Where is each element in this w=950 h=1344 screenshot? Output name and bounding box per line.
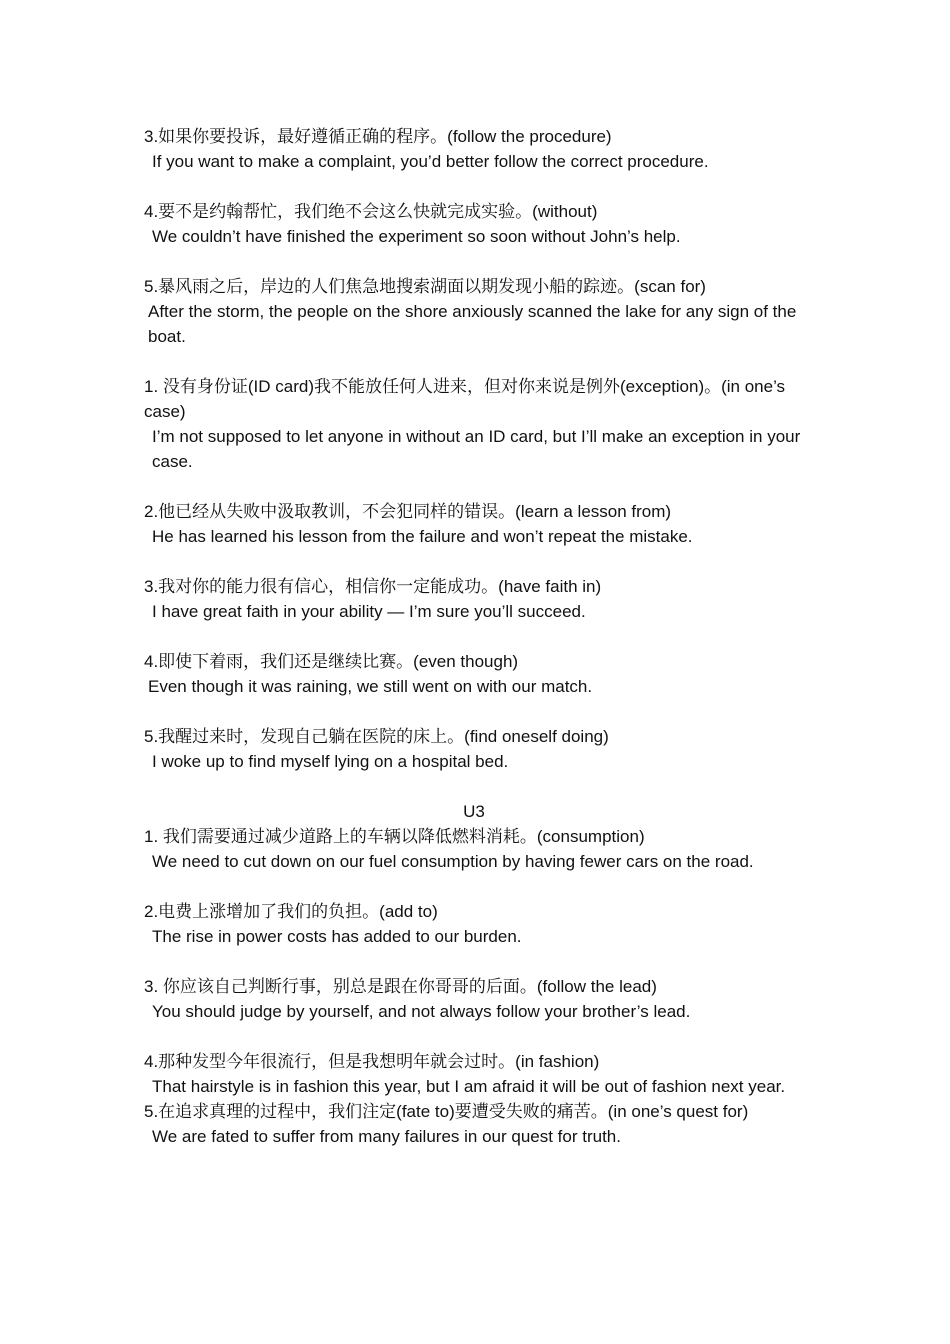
spacer [144, 349, 804, 374]
spacer [144, 249, 804, 274]
answer-text: We need to cut down on our fuel consumption by having fewer cars on the road. [152, 852, 754, 871]
question-text: 1. 没有身份证(ID card)我不能放任何人进来，但对你来说是例外(exception)。(in one’s case) [144, 377, 786, 421]
question-text: 3.如果你要投诉，最好遵循正确的程序。(follow the procedure) [144, 127, 612, 146]
question-text: 3.我对你的能力很有信心，相信你一定能成功。(have faith in) [144, 577, 602, 596]
exercise-item [144, 1049, 804, 1099]
question-text: 5.暴风雨之后，岸边的人们焦急地搜索湖面以期发现小船的踪迹。(scan for) [144, 277, 706, 296]
spacer [144, 774, 804, 799]
question-text: 5.我醒过来时，发现自己躺在医院的床上。(find oneself doing) [144, 727, 609, 746]
question-text: 2.电费上涨增加了我们的负担。(add to) [144, 902, 438, 921]
spacer [144, 699, 804, 724]
spacer [144, 474, 804, 499]
exercise-item [144, 124, 804, 174]
question-text: 5.在追求真理的过程中，我们注定(fate to)要遭受失败的痛苦。(in one’s quest for) [144, 1102, 749, 1121]
exercise-item [144, 899, 804, 949]
spacer [144, 624, 804, 649]
answer-text: We are fated to suffer from many failures in our quest for truth. [152, 1127, 621, 1146]
answer-text: We couldn’t have finished the experiment so soon without John’s help. [152, 227, 681, 246]
exercise-item [144, 574, 804, 624]
answer-text: I have great faith in your ability — I’m sure you’ll succeed. [152, 602, 586, 621]
spacer [144, 549, 804, 574]
question-text: 4.那种发型今年很流行，但是我想明年就会过时。(in fashion) [144, 1052, 600, 1071]
answer-text: Even though it was raining, we still went on with our match. [148, 677, 593, 696]
answer-text: After the storm, the people on the shore anxiously scanned the lake for any sign of the boat. [148, 302, 797, 346]
exercise-item [144, 1099, 804, 1149]
question-text: 3. 你应该自己判断行事，别总是跟在你哥哥的后面。(follow the lead) [144, 977, 657, 996]
answer-text: If you want to make a complaint, you’d better follow the correct procedure. [152, 152, 709, 171]
exercise-item [144, 724, 804, 774]
answer-text: I woke up to find myself lying on a hospital bed. [152, 752, 509, 771]
spacer [144, 174, 804, 199]
question-text: 4.要不是约翰帮忙，我们绝不会这么快就完成实验。(without) [144, 202, 598, 221]
answer-text: I’m not supposed to let anyone in without an ID card, but I’ll make an exception in your case. [152, 427, 801, 471]
exercise-item [144, 274, 804, 349]
question-text: 1. 我们需要通过减少道路上的车辆以降低燃料消耗。(consumption) [144, 827, 645, 846]
spacer [144, 874, 804, 899]
unit-heading: U3 [463, 802, 485, 821]
exercise-item [144, 199, 804, 249]
answer-text: That hairstyle is in fashion this year, but I am afraid it will be out of fashion next year. [152, 1077, 786, 1096]
spacer [144, 1024, 804, 1049]
answer-text: He has learned his lesson from the failure and won’t repeat the mistake. [152, 527, 693, 546]
exercise-item [144, 824, 804, 874]
exercise-item [144, 374, 804, 474]
answer-text: The rise in power costs has added to our burden. [152, 927, 522, 946]
exercise-item [144, 974, 804, 1024]
answer-text: You should judge by yourself, and not always follow your brother’s lead. [152, 1002, 691, 1021]
spacer [144, 949, 804, 974]
document-page [144, 124, 804, 1149]
question-text: 2.他已经从失败中汲取教训，不会犯同样的错误。(learn a lesson from) [144, 502, 672, 521]
exercise-item [144, 499, 804, 549]
question-text: 4.即使下着雨，我们还是继续比赛。(even though) [144, 652, 519, 671]
exercise-item [144, 649, 804, 699]
